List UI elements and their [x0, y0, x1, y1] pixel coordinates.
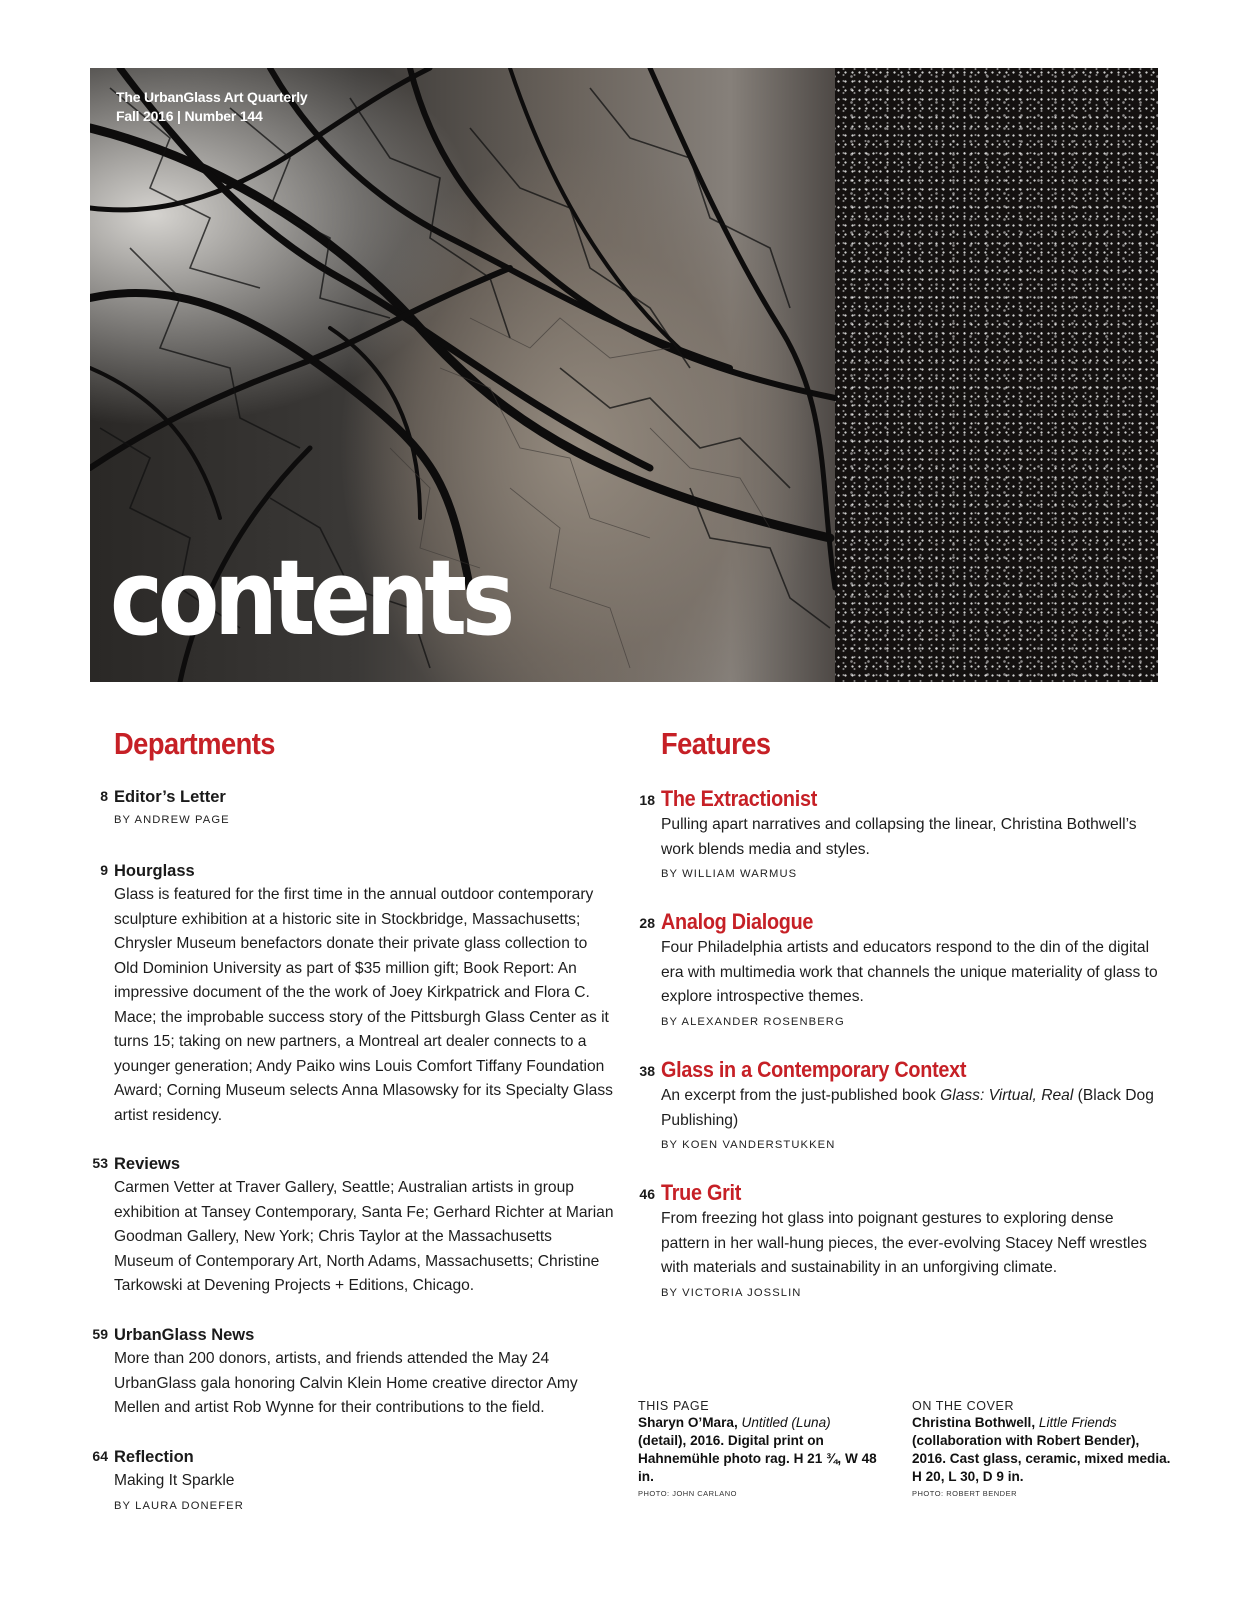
entry-description: Pulling apart narratives and collapsing the linear, Christina Bothwell’s work blends media and styles. — [661, 816, 1137, 858]
entry-title: Hourglass — [114, 862, 195, 880]
feature-entry-the-extractionist[interactable] — [639, 786, 1161, 880]
entry-title: Editor’s Letter — [114, 788, 226, 806]
entry-description: Four Philadelphia artists and educators respond to the din of the digital era with multimedia work that channels the unique materiality of glass to explore introspective themes. — [661, 939, 1158, 1005]
caption-artist: Christina Bothwell, — [912, 1415, 1036, 1430]
entry-description: Making It Sparkle — [114, 1472, 235, 1489]
department-entry-hourglass[interactable] — [100, 860, 614, 1128]
caption-this-page — [638, 1398, 878, 1498]
caption-work-title: Little Friends — [1038, 1415, 1117, 1430]
entry-description: Glass is featured for the first time in the annual outdoor contemporary sculpture exhibition at a historic site in Stockbridge, Massachusetts; Chrysler Museum benefactors donate their private glass collection to Old Dominion University as part of $35 million gift; Book Report: An impressive document of the the work of Joey Kirkpatrick and Flora C. Mace; the improbable success story of the Pittsburgh Glass Center as it turns 15; taking on new partners, a Montreal art dealer connects to a younger generation; Andy Paiko wins Louis Comfort Tiffany Foundation Award; Corning Museum selects Anna Mlasowsky for its Specialty Glass artist residency. — [114, 886, 613, 1124]
byline: BY ANDREW PAGE — [114, 814, 230, 826]
page-number: 38 — [639, 1063, 655, 1079]
features-heading: Features — [661, 726, 771, 761]
feature-entry-glass-in-a-contemporary-context[interactable] — [639, 1057, 1161, 1151]
photo-credit: PHOTO: JOHN CARLANO — [638, 1489, 737, 1498]
department-entry-reviews[interactable] — [92, 1153, 614, 1299]
caption-text — [912, 1414, 1174, 1486]
byline: BY KOEN VANDERSTUKKEN — [661, 1139, 836, 1151]
byline: BY ALEXANDER ROSENBERG — [661, 1015, 845, 1028]
entry-title: UrbanGlass News — [114, 1326, 255, 1344]
page-number: 9 — [100, 862, 108, 878]
caption-on-the-cover — [912, 1398, 1174, 1498]
page-number: 46 — [639, 1186, 655, 1202]
entry-title: True Grit — [661, 1180, 742, 1205]
byline: BY WILLIAM WARMUS — [661, 868, 798, 880]
cover-artwork-image — [90, 68, 1158, 682]
page-number: 64 — [92, 1448, 108, 1464]
entry-title: Analog Dialogue — [661, 909, 814, 934]
photo-credit: PHOTO: ROBERT BENDER — [912, 1489, 1018, 1498]
byline: BY VICTORIA JOSSLIN — [661, 1286, 802, 1299]
entry-title: Reflection — [114, 1448, 194, 1466]
page-number: 53 — [92, 1155, 108, 1171]
byline: BY LAURA DONEFER — [114, 1499, 244, 1512]
caption-details: (detail), 2016. Digital print on Hahnemühle photo rag. H 21 ¾, W 48 in. — [638, 1433, 877, 1484]
caption-label: ON THE COVER — [912, 1399, 1015, 1413]
issue-info: Fall 2016 | Number 144 — [116, 108, 263, 124]
description-text: An excerpt from the just-published book — [661, 1087, 941, 1104]
description-text: (Black Dog Publishing) — [661, 1087, 1154, 1129]
entry-description — [661, 1084, 1161, 1133]
feature-entry-true-grit[interactable] — [639, 1180, 1161, 1299]
departments-heading: Departments — [114, 726, 275, 761]
caption-details: (collaboration with Robert Bender), 2016. Cast glass, ceramic, mixed media. H 20, L 30, D 9 in. — [912, 1433, 1171, 1484]
department-entry-editors-letter[interactable] — [100, 786, 614, 826]
caption-label: THIS PAGE — [638, 1399, 710, 1413]
caption-artist: Sharyn O’Mara, — [638, 1415, 738, 1430]
magazine-name: The UrbanGlass Art Quarterly — [116, 89, 308, 105]
department-entry-reflection[interactable] — [92, 1446, 614, 1512]
book-title: Glass: Virtual, Real — [940, 1087, 1074, 1104]
entry-description: From freezing hot glass into poignant gestures to exploring dense pattern in her wall-hung pieces, the ever-evolving Stacey Neff wrestles with materials and sustainability in an unforgiving climate. — [661, 1210, 1147, 1276]
department-entry-urbanglass-news[interactable] — [92, 1324, 614, 1421]
entry-title: The Extractionist — [661, 786, 818, 811]
feature-entry-analog-dialogue[interactable] — [639, 909, 1161, 1028]
caption-work-title: Untitled (Luna) — [741, 1415, 831, 1430]
page-title: contents — [110, 537, 510, 659]
page-number: 59 — [92, 1326, 108, 1342]
caption-text — [638, 1414, 878, 1486]
entry-title: Glass in a Contemporary Context — [661, 1057, 967, 1082]
entry-title: Reviews — [114, 1155, 181, 1173]
page-number: 8 — [100, 788, 108, 804]
entry-description: More than 200 donors, artists, and friends attended the May 24 UrbanGlass gala honoring Calvin Klein Home creative director Amy Mellen and artist Rob Wynne for their contributions to the field. — [114, 1350, 578, 1416]
entry-description: Carmen Vetter at Traver Gallery, Seattle; Australian artists in group exhibition at Tansey Contemporary, Santa Fe; Gerhard Richter at Marian Goodman Gallery, New York; Chris Taylor at the Massachusetts Museum of Contemporary Art, North Adams, Massachusetts; Christine Tarkowski at Devening Projects + Editions, Chicago. — [114, 1179, 614, 1294]
page-number: 28 — [639, 915, 655, 931]
page-number: 18 — [639, 792, 655, 808]
